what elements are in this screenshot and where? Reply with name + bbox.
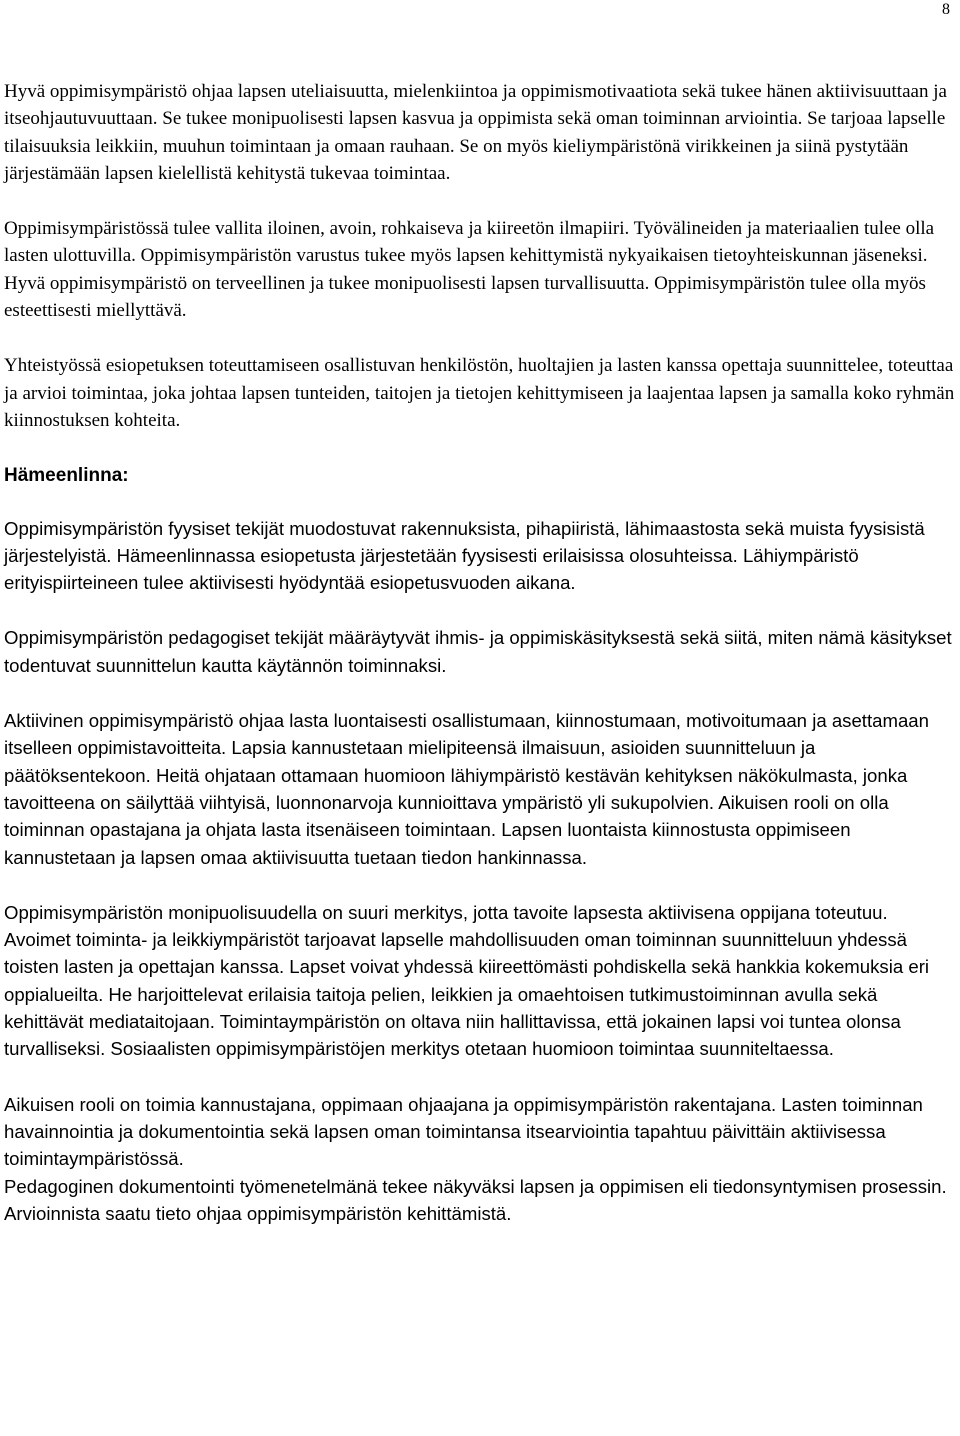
paragraph-intro-1: Hyvä oppimisympäristö ohjaa lapsen uteliaisuutta, mielenkiintoa ja oppimismotivaatiota sekä tukee hänen aktiivisuuttaan ja itseohjautuvuuttaan. Se tukee monipuolisesti lapsen kasvua ja oppimista sekä oman toiminnan arviointia. Se tarjoaa lapselle tilaisuuksia leikkiin, muuhun toimintaan ja omaan rauhaan. Se on myös kieliympäristönä virikkeinen ja siinä pystytään järjestämään lapsen kielellistä kehitystä tukevaa toimintaa. [4, 81, 947, 184]
page-number: 8 [942, 1, 950, 18]
paragraph-pedagogical-factors: Oppimisympäristön pedagogiset tekijät määräytyvät ihmis- ja oppimiskäsityksestä sekä siitä, miten nämä käsitykset todentuvat suunnittelun kautta käytännön toiminnaksi. [4, 627, 952, 676]
paragraph-active-environment: Aktiivinen oppimisympäristö ohjaa lasta luontaisesti osallistumaan, kiinnostumaan, motivoitumaan ja asettamaan itselleen oppimistavoitteita. Lapsia kannustetaan mielipiteensä ilmaisuun, asioiden suunnitteluun ja päätöksentekoon. Heitä ohjataan ottamaan huomioon lähiympäristö kestävän kehityksen näkökulmasta, jonka tavoitteena on säilyttää viihtyisä, luonnonarvoja kunnioittava ympäristö yli sukupolvien. Aikuisen rooli on olla toiminnan opastajana ja ohjata lasta itsenäiseen toimintaan. Lapsen luontaista kiinnostusta oppimiseen kannustetaan ja lapsen omaa aktiivisuutta tuetaan tiedon hankinnassa. [4, 710, 929, 868]
paragraph-documentation: Pedagoginen dokumentointi työmenetelmänä tekee näkyväksi lapsen ja oppimisen eli tiedonsyntymisen prosessin. Arvioinnista saatu tieto ohjaa oppimisympäristön kehittämistä. [4, 1175, 947, 1224]
section-heading-hameenlinna: Hämeenlinna: [4, 465, 129, 487]
document-body [4, 78, 956, 1227]
paragraph-physical-factors: Oppimisympäristön fyysiset tekijät muodostuvat rakennuksista, pihapiiristä, lähimaastosta sekä muista fyysisistä järjestelyistä. Hämeenlinnassa esiopetusta järjestetään fyysisesti erilaisissa olosuhteissa. Lähiympäristö erityispiirteineen tulee aktiivisesti hyödyntää esiopetusvuoden aikana. [4, 517, 925, 594]
paragraph-diversity: Oppimisympäristön monipuolisuudella on suuri merkitys, jotta tavoite lapsesta aktiivisena oppijana toteutuu. Avoimet toiminta- ja leikkiympäristöt tarjoavat lapselle mahdollisuuden oman toiminnan suunnitteluun yhdessä toisten lasten ja opettajan kanssa. Lapset voivat yhdessä kiireettömästi pohdiskella sekä hankkia kokemuksia eri oppialueilta. He harjoittelevat erilaisia taitoja pelien, leikkien ja omaehtoisen tutkimustoiminnan avulla sekä kehittävät mediataitojaan. Toimintaympäristön on oltava niin hallittavissa, että jokainen lapsi voi tuntea olonsa turvalliseksi. Sosiaalisten oppimisympäristöjen merkitys otetaan huomioon toimintaa suunniteltaessa. [4, 901, 930, 1060]
paragraph-intro-2: Oppimisympäristössä tulee vallita iloinen, avoin, rohkaiseva ja kiireetön ilmapiiri. Työvälineiden ja materiaalien tulee olla lasten ulottuvilla. Oppimisympäristön varustus tukee myös lapsen kehittymistä nykyaikaisen tietoyhteiskunnan jäseneksi. Hyvä oppimisympäristö on terveellinen ja tukee monipuolisesti lapsen turvallisuutta. Oppimisympäristön tulee olla myös esteettisesti miellyttävä. [4, 218, 935, 322]
paragraph-intro-3: Yhteistyössä esiopetuksen toteuttamiseen osallistuvan henkilöstön, huoltajien ja lasten kanssa opettaja suunnittelee, toteuttaa ja arvioi toimintaa, joka johtaa lapsen tunteiden, taitojen ja tietojen kehittymiseen ja laajentaa lapsen ja samalla koko ryhmän kiinnostuksen kohteita. [4, 355, 955, 431]
paragraph-adult-role: Aikuisen rooli on toimia kannustajana, oppimaan ohjaajana ja oppimisympäristön rakentajana. Lasten toiminnan havainnointia ja dokumentointia sekä lapsen oman toimintansa itsearviointia tapahtuu päivittäin aktiivisessa toimintaympäristössä. [4, 1093, 923, 1170]
